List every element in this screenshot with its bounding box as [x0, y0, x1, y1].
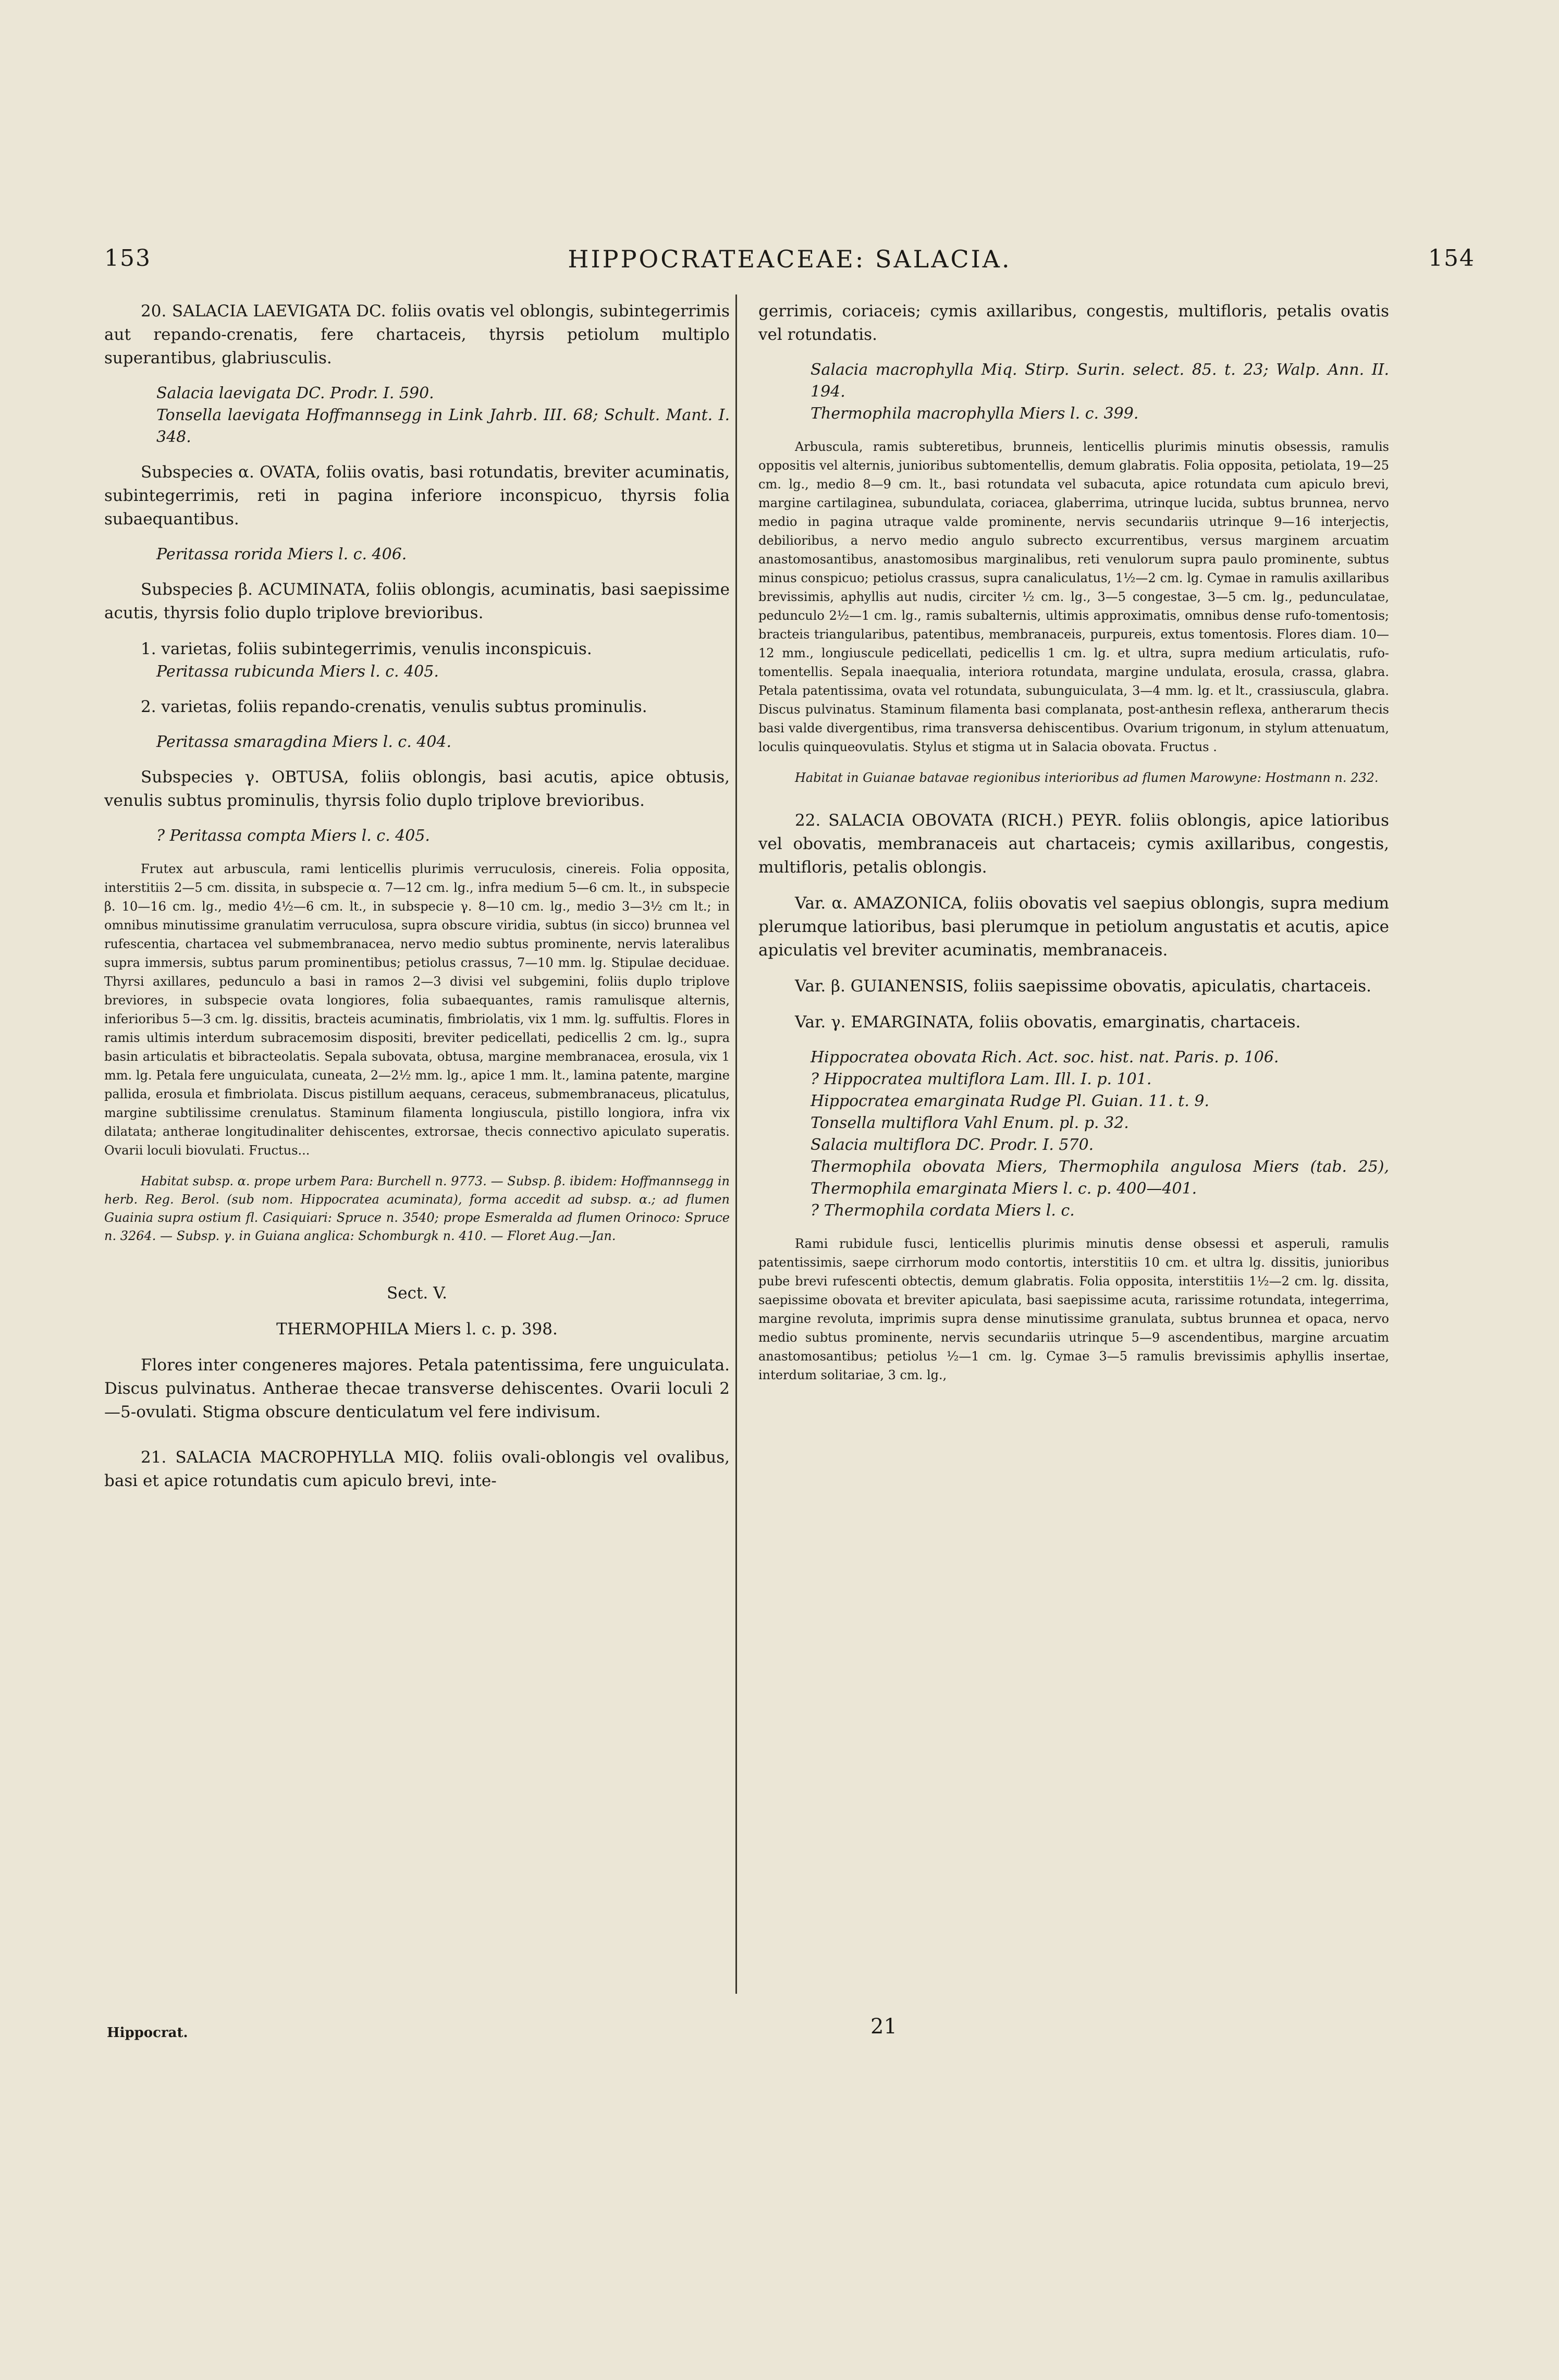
synonym: ? Peritassa compta Miers l. c. 405. [156, 827, 430, 845]
synonym: Hippocratea emarginata Rudge Pl. Guian. 11. t. 9. [811, 1092, 1210, 1110]
description: Arbuscula, ramis subteretibus, brunneis, lenticellis plurimis minutis obsessis, ramulis oppositis vel alternis, junioribus subtomentellis, demum glabratis. Folia opposita, petiolata, 19—25 cm. lg., medio 8—9 cm. lt., basi rotundata vel subacuta, apice rotundata cum apiculo brevi, margine cartilaginea, subundulata, coriacea, glaberrima, utrinque lucida, subtus brunnea, nervo medio in pagina utraque valde prominente, nervis secundariis utrinque 9—16 interjectis, debilioribus, a nervo medio angulo subrecto excurrentibus, versus marginem arcuatim anastomosantibus, anastomosibus marginalibus, reti venulorum supra paulo prominente, subtus minus conspicuo; petiolus crassus, supra canaliculatus, 1½—2 cm. lg. Cymae in ramulis axillaribus brevissimis, aphyllis aut nudis, circiter ½ cm. lg., 3—5 congestae, 3—5 cm. lg., pedunculatae, pedunculo 2½—1 cm. lg., ramis subalternis, ultimis approximatis, omnibus dense rufo-tomentosis; bracteis triangularibus, patentibus, membranaceis, purpureis, extus tomentosis. Flores diam. 10—12 mm., longiuscule pedicellati, pedicellis 1 cm. lg. et ultra, supra medium articulatis, rufo-tomentellis. Sepala inaequalia, interiora rotundata, margine undulata, erosula, crassa, glabra. Petala patentissima, ovata vel rotundata, subunguiculata, 3—4 mm. lg. et lt., crassiuscula, glabra. Discus pulvinatus. Staminum filamenta basi complanata, post-anthesin reflexa, antherarum thecis basi valde divergentibus, rima transversa dehiscentibus. Ovarium trigonum, in stylum attenuatum, loculis quinqueovulatis. Stylus et stigma ut in Salacia obovata. Fructus . [758, 439, 1389, 754]
synonym: Thermophila obovata Miers, Thermophila angulosa Miers (tab. 25), Thermophila emarginata Miers l. c. p. 400—401. [811, 1158, 1389, 1198]
section-description: Flores inter congeneres majores. Petala patentissima, fere unguiculata. Discus pulvinatus. Antherae thecae transverse dehiscentes. Ovarii loculi 2—5-ovulati. Stigma obscure denticulatum vel fere indivisum. [104, 1356, 730, 1421]
synonym: Peritassa rubicunda Miers l. c. 405. [156, 663, 439, 681]
synonym: ? Thermophila cordata Miers l. c. [811, 1201, 1075, 1220]
page-title: HIPPOCRATEACEAE: SALACIA. [568, 245, 1012, 273]
page-number-right: 154 [1428, 245, 1475, 272]
variety-2: 2. varietas, foliis repando-crenatis, venulis subtus prominulis. [141, 697, 647, 716]
habitat-note: Habitat in Guianae batavae regionibus interioribus ad flumen Marowyne: Hostmann n. 232. [795, 770, 1379, 785]
catchword: Hippocrat. [107, 2025, 188, 2041]
species-21-continued: gerrimis, coriaceis; cymis axillaribus, congestis, multifloris, petalis ovatis vel rotundatis. [758, 302, 1389, 344]
synonym: Hippocratea obovata Rich. Act. soc. hist. nat. Paris. p. 106. [811, 1048, 1279, 1066]
synonym: Salacia multiflora DC. Prodr. I. 570. [811, 1136, 1094, 1154]
subspecies-gamma: Subspecies γ. OBTUSA, foliis oblongis, basi acutis, apice obtusis, venulis subtus prominulis, thyrsis folio duplo triplove brevioribus. [104, 768, 730, 810]
variety-beta: Var. β. GUIANENSIS, foliis saepissime obovatis, apiculatis, chartaceis. [795, 977, 1372, 996]
synonym: Salacia laevigata DC. Prodr. I. 590. [156, 384, 434, 402]
subspecies-beta: Subspecies β. ACUMINATA, foliis oblongis, acuminatis, basi saepissime acutis, thyrsis folio duplo triplove brevioribus. [104, 580, 730, 622]
species-20-heading: 20. SALACIA LAEVIGATA DC. foliis ovatis vel oblongis, subintegerrimis aut repando-crenatis, fere chartaceis, thyrsis petiolum multiplo superantibus, glabriusculis. [104, 302, 730, 367]
synonym: Tonsella laevigata Hoffmannsegg in Link Jahrb. III. 68; Schult. Mant. I. 348. [156, 406, 730, 446]
section-title: THERMOPHILA Miers l. c. p. 398. [276, 1320, 558, 1339]
description: Frutex aut arbuscula, rami lenticellis plurimis verruculosis, cinereis. Folia opposita, interstitiis 2—5 cm. dissita, in subspecie α. 7—12 cm. lg., infra medium 5—6 cm. lt., in subspecie β. 10—16 cm. lg., medio 4½—6 cm. lt., in subspecie γ. 8—10 cm. lg., medio 3—3½ cm lt.; in omnibus minutissime granulatim verruculosa, supra obscure viridia, subtus (in sicco) brunnea vel rufescentia, chartacea vel submembranacea, nervo medio subtus prominente, nervis lateralibus supra immersis, subtus parum prominentibus; petiolus crassus, 7—10 mm. lg. Stipulae deciduae. Thyrsi axillares, pedunculo a basi in ramos 2—3 divisi vel subgemini, foliis duplo triplove breviores, in subspecie ovata longiores, folia subaequantes, ramis ramulisque alternis, inferioribus 5—3 cm. lg. dissitis, bracteis acuminatis, fimbriolatis, vix 1 mm. lg. suffultis. Flores in ramis ultimis interdum subracemosim dispositi, breviter pedicellati, pedicellis 2 cm. lg., supra basin articulatis et bibracteolatis. Sepala subovata, obtusa, margine membranacea, erosula, vix 1 mm. lg. Petala fere unguiculata, cuneata, 2—2½ mm. lg., apice 1 mm. lt., lamina patente, margine pallida, erosula et fimbriolata. Discus pistillum aequans, ceraceus, submembranaceus, plicatulus, margine subtilissime crenulatus. Staminum filamenta longiuscula, pistillo longiora, infra vix dilatata; antherae longitudinaliter dehiscentes, extrorsae, thecis connectivo apiculato superatis. Ovarii loculi biovulati. Fructus... [104, 862, 730, 1158]
page-number-left: 153 [104, 245, 151, 272]
synonym: Salacia macrophylla Miq. Stirp. Surin. select. 85. t. 23; Walp. Ann. II. 194. [811, 361, 1389, 401]
synonym: Peritassa smaragdina Miers l. c. 404. [156, 733, 452, 751]
signature-number: 21 [870, 2015, 897, 2039]
variety-gamma: Var. γ. EMARGINATA, foliis obovatis, emarginatis, chartaceis. [795, 1013, 1301, 1032]
species-21-heading: 21. SALACIA MACROPHYLLA MIQ. foliis ovali-oblongis vel ovalibus, basi et apice rotundatis cum apiculo brevi, inte- [104, 1448, 730, 1490]
variety-1: 1. varietas, foliis subintegerrimis, venulis inconspicuis. [141, 640, 592, 658]
synonym: ? Hippocratea multiflora Lam. Ill. I. p. 101. [811, 1070, 1152, 1088]
column-divider [735, 295, 737, 1994]
variety-alpha: Var. α. AMAZONICA, foliis obovatis vel saepius oblongis, supra medium plerumque latioribus, basi plerumque in petiolum angustatis et acutis, apice apiculatis vel breviter acuminatis, membranaceis. [758, 894, 1389, 960]
species-22-heading: 22. SALACIA OBOVATA (RICH.) PEYR. foliis oblongis, apice latioribus vel obovatis, membranaceis aut chartaceis; cymis axillaribus, congestis, multifloris, petalis oblongis. [758, 811, 1389, 877]
left-column [104, 300, 730, 1493]
subspecies-alpha: Subspecies α. OVATA, foliis ovatis, basi rotundatis, breviter acuminatis, subintegerrimis, reti in pagina inferiore inconspicuo, thyrsis folia subaequantibus. [104, 463, 730, 529]
synonym: Peritassa rorida Miers l. c. 406. [156, 545, 407, 563]
description: Rami rubidule fusci, lenticellis plurimis minutis dense obsessi et asperuli, ramulis patentissimis, saepe cirrhorum modo contortis, interstitiis 10 cm. et ultra lg. dissitis, junioribus pube brevi rufescenti obtectis, demum glabratis. Folia opposita, interstitiis 1½—2 cm. lg. dissita, saepissime obovata et breviter apiculata, basi saepissime acuta, rarissime rotundata, integerrima, margine revoluta, imprimis supra dense minutissime granulata, subtus brunnea et opaca, nervo medio subtus prominente, nervis secundariis utrinque 5—9 ascendentibus, margine arcuatim anastomosantibus; petiolus ½—1 cm. lg. Cymae 3—5 ramulis brevissimis aphyllis insertae, interdum solitariae, 3 cm. lg., [758, 1236, 1389, 1382]
running-header [104, 245, 1475, 281]
right-column [758, 300, 1389, 1384]
synonym: Thermophila macrophylla Miers l. c. 399. [811, 404, 1139, 423]
synonym: Tonsella multiflora Vahl Enum. pl. p. 32. [811, 1114, 1129, 1132]
section-label: Sect. V. [387, 1284, 447, 1303]
habitat-note: Habitat subsp. α. prope urbem Para: Burchell n. 9773. — Subsp. β. ibidem: Hoffmannsegg in herb. Reg. Berol. (sub nom. Hippocratea acuminata), forma accedit ad subsp. α.; ad flumen Guainia supra ostium fl. Casiquiari: Spruce n. 3540; prope Esmeralda ad flumen Orinoco: Spruce n. 3264. — Subsp. γ. in Guiana anglica: Schomburgk n. 410. — Floret Aug.—Jan. [104, 1174, 730, 1243]
